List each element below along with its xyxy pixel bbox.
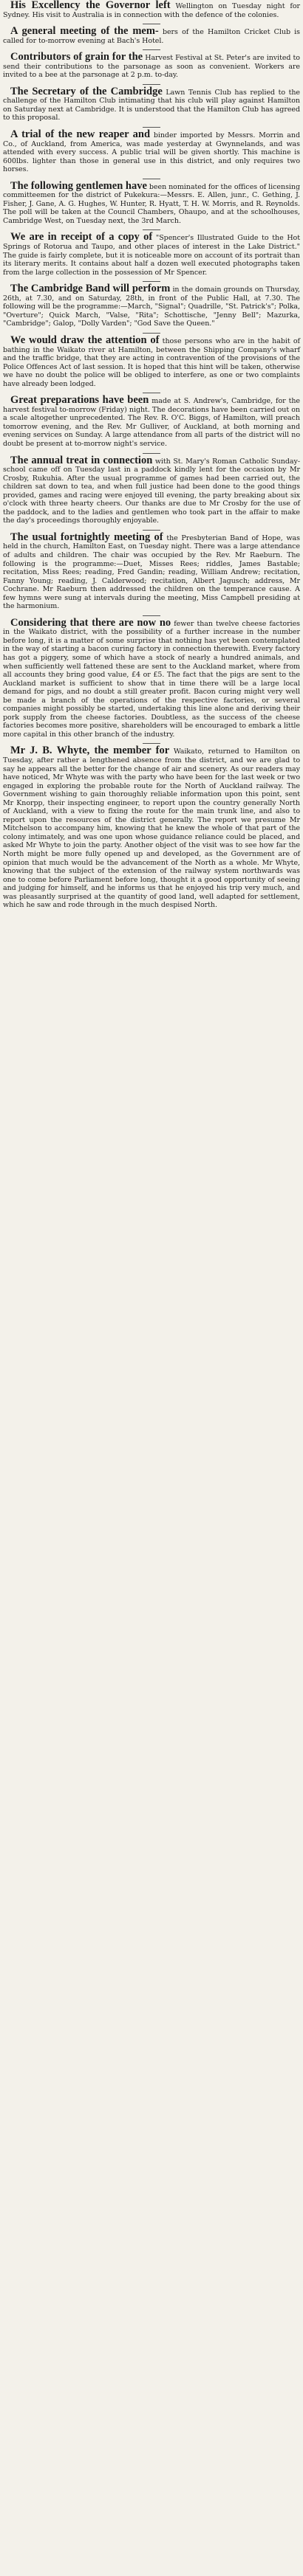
item-paragraph [3,396,300,448]
news-item [3,533,300,611]
item-body: "Spencer's Illustrated Guide to the Hot Springs of Rotorua and Taupo, and other places of interest in the Lake District." The guide is fairly complete, but it is noticeable more on account of its portrait than its literary merits. It contains about half a dozen well executed photographs taken from the large collection in the possession of Mr Spencer. [3,234,300,277]
item-lead: Contributors of grain for the [10,51,143,63]
item-lead: A trial of the new reaper and [10,128,151,141]
news-item [3,128,300,174]
divider [143,453,160,454]
item-body: with St. Mary's Roman Catholic Sunday-school came off on Tuesday last in a paddock kindly lent for the occasion by Mr Crosby, Rukuhia. After the usual programme of games had been carried out, the children sat down to tea, and when full justice had been done to the good things provided, games and racing were enjoyed till evening, the party breaking about six o'clock with three hearty cheers. Our thanks are due to Mr Crosby for the use of the paddock, and to the ladies and gentlemen who took part in the affair to make the day's proceedings thoroughly enjoyable. [3,457,300,525]
item-lead: The following gentlemen have [10,179,147,192]
news-item [3,747,300,909]
divider [143,281,160,282]
item-lead: The annual treat in connection [10,454,153,466]
item-body: fewer than twelve cheese factories in the Waikato district, with the possibility of a further increase in the number before long, it is a matter of some surprise that nothing has yet been contemplated in the way of starting a bacon curing factory in connection therewith. Every factory has got a piggery, some of which have a stock of nearly a hundred animals, and when sufficiently well fattened these are sent to the Auckland market, where from all accounts they bring good value, £4 or £5. The fact that the pigs are sent to the Auckland market is sufficient to show that in time there will be a large local demand for pigs, and no doubt a still greater profit. Bacon curing might very well be made a branch of the operations of the respective factories, or several companies might possibly be started, undertaking this line alone and deriving their pork supply from the cheese factories. Doubtless, as the success of the cheese factories becomes more positive, shareholders will be encouraged to embark a little more capital in this other branch of the industry. [3,619,300,739]
item-body: the Presbyterian Band of Hope, was held in the church, Hamilton East, on Tuesday night. There was a large attendance of adults and children. The chair was occupied by the Rev. Mr Raeburn. The following is the programme:—Duet, Misses Rees; riddles, James Bastable; recitation, Miss Rees; reading, Fred Gandin; reading, William Andrew; recitation, Fanny Young; reading, J. Calderwood; recitation, Albert Jagusch; address, Mr Cochrane. Mr Raeburn then addressed the children on the temperance cause. A few hymns were sung at intervals during the meeting, Miss Campbell presiding at the harmonium. [3,533,300,611]
item-paragraph [3,233,300,277]
item-lead: Great preparations have been [10,394,149,407]
news-item [3,53,300,80]
news-item [3,285,300,328]
item-paragraph [3,533,300,611]
divider [143,333,160,334]
newspaper-column [3,0,300,910]
item-lead: A general meeting of the mem- [10,25,159,38]
item-paragraph [3,285,300,328]
news-item [3,396,300,448]
news-item [3,1,300,19]
news-item [3,454,300,525]
item-paragraph [3,616,300,739]
divider [143,84,160,85]
item-paragraph [3,747,300,909]
item-body: binder imported by Messrs. Morrin and Co., of Auckland, from America, was made yesterday at Gwynnelands, and was attended with every success. A public trial will be given shortly. This machine is 600lbs. lighter than those in general use in this district, and only requires two horses. [3,131,300,174]
item-lead: The Secretary of the Cambridge [10,85,163,97]
item-lead: The Cambridge Band will perform [10,283,171,295]
item-body: Wellington on Tuesday night for Sydney. His visit to Australia is in connection with the defence of the colonies. [3,2,300,19]
news-item [3,179,300,226]
item-paragraph [3,179,300,226]
news-item [3,616,300,739]
divider [143,229,160,230]
item-lead: We would draw the attention of [10,334,160,346]
item-body: those persons who are in the habit of bathing in the Waikato river at Hamilton, between the Shipping Company's wharf and the traffic bridge, that they are acting in contravention of the provisions of the Police Offences Act of last session. It is hoped that this hint will be taken, otherwise we have no doubt the police will be obliged to interfere, as one or two complaints have already been lodged. [3,336,300,388]
item-lead: We are in receipt of a copy of [10,231,153,244]
item-paragraph [3,53,300,80]
divider [143,49,160,50]
news-item [3,27,300,45]
news-item [3,336,300,388]
item-lead: Mr J. B. Whyte, the member for [10,745,170,757]
item-paragraph [3,128,300,174]
divider [143,615,160,616]
news-item [3,233,300,277]
item-paragraph [3,336,300,388]
item-body: in the domain grounds on Thursday, 26th, at 7.30, and on Saturday, 28th, in front of the Public Hall, at 7.30. The following will be the programme:—March, "Signal"; Quadrille, "St. Patrick's"; Polka, "Overture"; Quick March, "Valse, "Rita"; Schottische, "Jenny Bell"; Mazurka, "Cambridge"; Galop, "Dolly Varden"; "God Save the Queen." [3,286,300,328]
item-paragraph [3,454,300,525]
item-lead: His Excellency the Governor left [10,0,171,11]
item-body: made at S. Andrew's, Cambridge, for the harvest festival to-morrow (Friday) night. The decorations have been carried out on a scale altogether unprecedented. The Rev. R. O'C. Biggs, of Hamilton, will preach tomorrow evening, and the Rev. Mr Gulliver, of Auckland, at both morning and evening services on Sunday. A large attendance from all parts of the district will no doubt be present at to-morrow night's service. [3,397,300,448]
item-body: Harvest Festival at St. Peter's are invited to send their contributions to the parsonage as soon as convenient. Workers are invited to a bee at the parsonage at 2 p.m. to-day. [3,54,300,80]
news-item [3,85,300,122]
item-paragraph [3,85,300,122]
item-body: Lawn Tennis Club has replied to the challenge of the Hamilton Club intimating that his club will play against Hamilton on Saturday next at Cambridge. It is understood that the Hamilton Club has agreed to this proposal. [3,88,300,122]
divider [143,530,160,531]
item-paragraph [3,27,300,45]
item-body: Waikato, returned to Hamilton on Tuesday, after rather a lengthened absence from the district, and we are glad to say he appears all the better for the change of air and scenery. As our readers may have noticed, Mr Whyte was with the party who have been for the last week or two engaged in exploring the probable route for the North of Auckland railway. The Government wishing to gain thoroughly reliable information upon this point, sent Mr Knorpp, their inspecting engineer, to report upon the country generally North of Auckland, with a view to fixing the route for the main trunk line, and also to report upon the resources of the district generally. The report we presume Mr Mitchelson to accompany him, knowing that he knew the whole of that part of the colony intimately, and was one upon whose guidance reliance could be placed, and asked Mr Whyte to join the party. Another object of the visit was to see how far the North might be more fully opened up and developed, as the Government are of opinion that much would be the advancement of the North as a whole. Mr Whyte, knowing that the subject of the extension of the railway system northwards was one to come before Parliament before long, thought it a good opportunity of seeing and judging for himself, and he informs us that he enjoyed his trip very much, and was pleasantly surprised at the quantity of good land, well adapted for settlement, which he saw and rode through in the much despised North. [3,747,300,910]
item-lead: Considering that there are now no [10,616,171,629]
item-paragraph [3,1,300,19]
divider [143,127,160,128]
item-body: bers of the Hamilton Cricket Club is called for to-morrow evening at Bach's Hotel. [3,28,300,45]
item-lead: The usual fortnightly meeting of [10,531,163,543]
item-body: been nominated for the offices of licensing committeemen for the district of Pukekura:—Messrs. E. Allen, junr., C. Gething, J. Fisher, J. Gane, A. G. Hughes, W. Hunter, R. Hyatt, T. H. W. Morris, and R. Reynolds. The poll will be taken at the Council Chambers, Ohaupo, and at the schoolhouses, Cambridge West, on Tuesday next, the 3rd March. [3,182,300,225]
divider [143,743,160,744]
